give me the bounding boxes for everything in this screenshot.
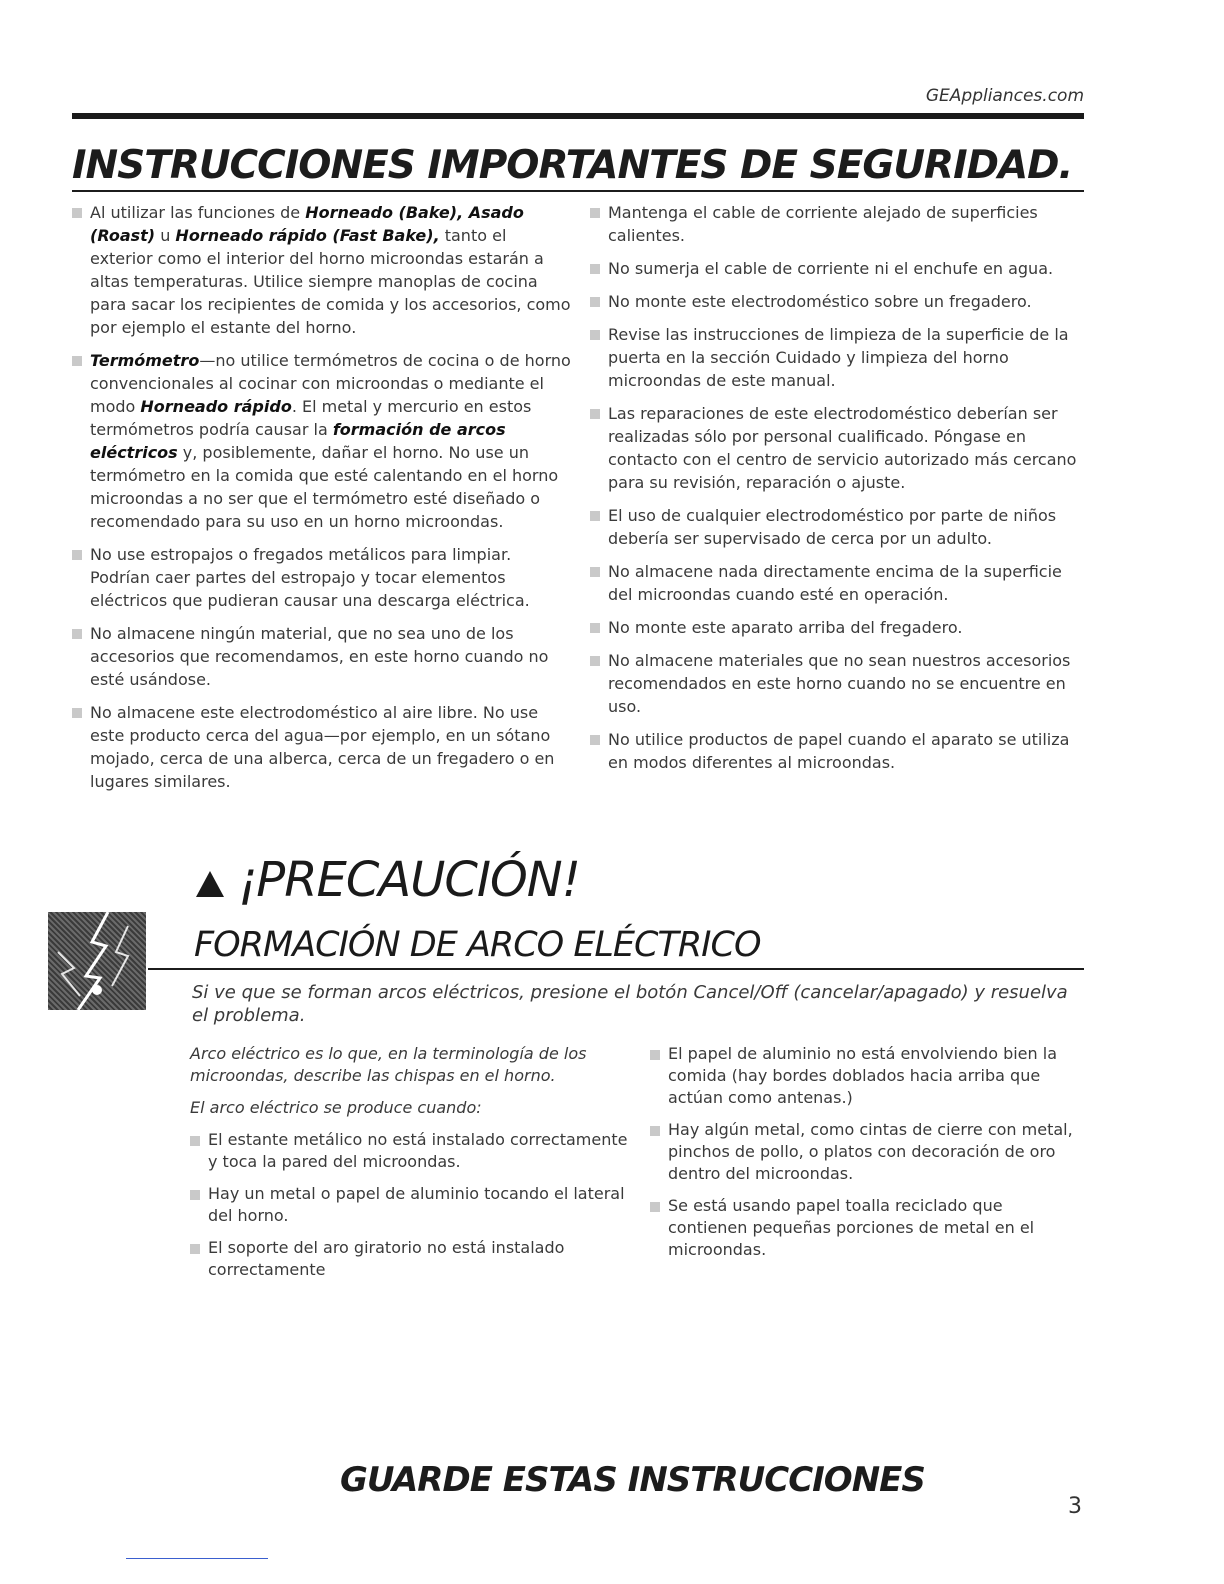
list-item: No almacene materiales que no sean nuestros accesorios recomendados en este horno cuando no se encuentre en uso. [590,649,1084,718]
list-item: El papel de aluminio no está envolviendo bien la comida (hay bordes doblados hacia arriba que actúan como antenas.) [650,1043,1084,1109]
body-text: —no utilice termómetros de cocina o de horno convencionales al cocinar con microondas o mediante el modo [90,351,571,416]
bullet-icon [590,567,600,577]
bullet-icon [190,1244,200,1254]
bullet-icon [650,1126,660,1136]
list-item: El uso de cualquier electrodoméstico por parte de niños debería ser supervisado de cerca por un adulto. [590,504,1084,550]
bullet-icon [590,409,600,419]
emphasis-text: Horneado rápido (Fast Bake), [175,226,440,245]
arc-occurs-label: El arco eléctrico se produce cuando: [190,1098,482,1117]
bullet-icon [590,297,600,307]
emphasis-text: Horneado (Bake), Asado (Roast) [90,203,524,245]
bullet-icon [590,208,600,218]
bullet-icon [72,208,82,218]
list-item: El estante metálico no está instalado correctamente y toca la pared del microondas. [190,1129,630,1173]
body-text: Al utilizar las funciones de [90,203,306,222]
list-item: El soporte del aro giratorio no está instalado correctamente [190,1237,630,1281]
emphasis-text: Termómetro [90,351,200,370]
right-column [590,201,1084,784]
bullet-icon [72,708,82,718]
arc-rule [148,968,1084,970]
body-text: . El metal y mercurio en estos termómetros podría causar la [90,397,532,439]
list-item: No utilice productos de papel cuando el aparato se utiliza en modos diferentes al microondas. [590,728,1084,774]
list-item [72,622,572,691]
emphasis-text: Horneado rápido [140,397,292,416]
list-item: Hay algún metal, como cintas de cierre con metal, pinchos de pollo, o platos con decoración de oro dentro del microondas. [650,1119,1084,1185]
bullet-icon [72,629,82,639]
bullet-icon [190,1136,200,1146]
body-text: y, posiblemente, dañar el horno. No use un termómetro en la comida que esté calentando en el horno microondas a no ser que el termómetro esté diseñado o recomendado para su uso en un horno microondas. [90,443,559,531]
body-text: No almacene ningún material, que no sea uno de los accesorios que recomendamos, en este horno cuando no esté usándose. [90,624,549,689]
bullet-icon [590,735,600,745]
body-text: u [155,226,176,245]
electric-arc-icon [48,912,146,1010]
list-item: No monte este electrodoméstico sobre un fregadero. [590,290,1084,313]
bullet-icon [72,356,82,366]
bullet-icon [650,1202,660,1212]
list-item: No monte este aparato arriba del fregadero. [590,616,1084,639]
body-text: tanto el exterior como el interior del horno microondas estarán a altas temperaturas. Utilice siempre manoplas de cocina para sacar los recipientes de comida y los accesorios, como por ejemplo el estante del horno. [90,226,571,337]
bullet-icon [590,511,600,521]
list-item: Las reparaciones de este electrodoméstico deberían ser realizadas sólo por personal cualificado. Póngase en contacto con el centro de servicio autorizado más cercano para su revisión, reparación o ajuste. [590,402,1084,494]
footer-title: GUARDE ESTAS INSTRUCCIONES [340,1460,925,1500]
list-item [72,543,572,612]
bullet-icon [650,1050,660,1060]
bullet-icon [190,1190,200,1200]
arc-intro: Si ve que se forman arcos eléctricos, presione el botón Cancel/Off (cancelar/apagado) y resuelva el problema. [192,982,1068,1026]
list-item: Se está usando papel toalla reciclado que contienen pequeñas porciones de metal en el microondas. [650,1195,1084,1261]
arc-definition: Arco eléctrico es lo que, en la terminología de los microondas, describe las chispas en el horno. [190,1044,587,1085]
site-url: GEAppliances.com [925,86,1084,106]
bullet-icon [590,623,600,633]
list-item: Revise las instrucciones de limpieza de la superficie de la puerta en la sección Cuidado y limpieza del horno microondas de este manual. [590,323,1084,392]
list-item [72,349,572,533]
arc-left-column [190,1043,630,1291]
arc-right-column [650,1043,1084,1271]
list-item [72,201,572,339]
bullet-icon [590,330,600,340]
page-number: 3 [1068,1494,1082,1519]
title-rule [72,190,1084,192]
warning-triangle-icon [196,871,224,897]
list-item: No almacene nada directamente encima de la superficie del microondas cuando esté en operación. [590,560,1084,606]
footer-link-rule [126,1558,268,1559]
arc-subtitle: FORMACIÓN DE ARCO ELÉCTRICO [194,925,761,965]
list-item [72,701,572,793]
header-rule [72,113,1084,119]
body-text: No use estropajos o fregados metálicos para limpiar. Podrían caer partes del estropajo y tocar elementos eléctricos que pudieran causar una descarga eléctrica. [90,545,530,610]
caution-title: ¡PRECAUCIÓN! [196,852,580,908]
page-title: INSTRUCCIONES IMPORTANTES DE SEGURIDAD. [72,143,1073,188]
bullet-icon [72,550,82,560]
bullet-icon [590,656,600,666]
emphasis-text: formación de arcos eléctricos [90,420,506,462]
list-item: Hay un metal o papel de aluminio tocando el lateral del horno. [190,1183,630,1227]
list-item: Mantenga el cable de corriente alejado de superficies calientes. [590,201,1084,247]
bullet-icon [590,264,600,274]
body-text: No almacene este electrodoméstico al aire libre. No use este producto cerca del agua—por ejemplo, en un sótano mojado, cerca de una alberca, cerca de un fregadero o en lugares similares. [90,703,555,791]
list-item: No sumerja el cable de corriente ni el enchufe en agua. [590,257,1084,280]
left-column [72,201,572,803]
